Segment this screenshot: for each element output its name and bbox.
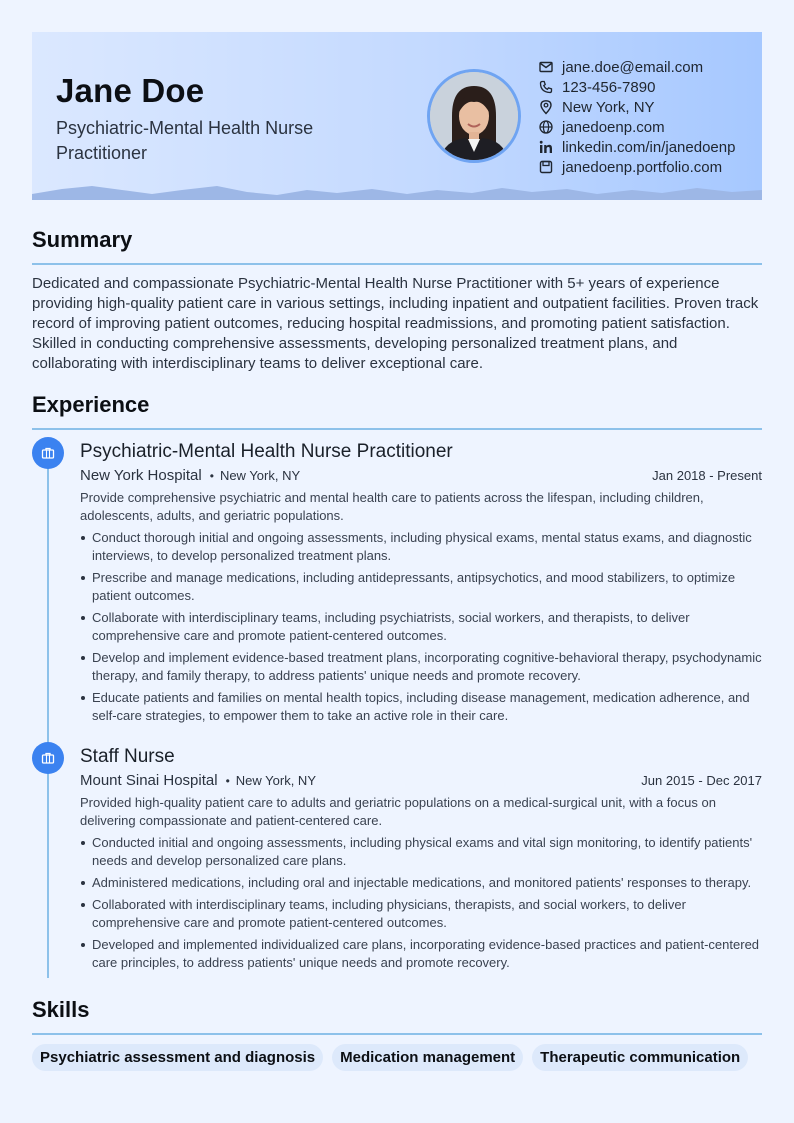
contact-phone[interactable]: 123-456-7890 [538,77,735,97]
skill-tag: Therapeutic communication [532,1044,748,1071]
skill-tag: Psychiatric assessment and diagnosis [32,1044,323,1071]
list-item: Collaborate with interdisciplinary teams, including psychiatrists, social workers, and therapists, to deliver comprehensive care and promote patient-centered outcomes. [80,609,762,645]
job-title: Staff Nurse [80,746,175,767]
list-item: Prescribe and manage medications, including antidepressants, antipsychotics, and mood stabilizers, to optimize patient outcomes. [80,569,762,605]
separator-dot: • [225,774,230,788]
profile-photo [427,69,521,163]
phone-icon [538,79,554,95]
job-bullets [80,834,762,972]
experience-heading: Experience [32,392,150,417]
job-title: Psychiatric-Mental Health Nurse Practitioner [80,441,453,462]
job-description: Provided high-quality patient care to adults and geriatric populations on a medical-surgical unit, with a focus on delivering compassionate and patient-centered care. [80,795,716,828]
job-dates: Jan 2018 - Present [652,468,762,483]
job-meta [80,772,762,792]
globe-icon [538,119,554,135]
candidate-name: Jane Doe [56,72,205,109]
employer: New York Hospital [80,467,202,484]
job-dates: Jun 2015 - Dec 2017 [641,773,762,788]
linkedin-icon [538,139,554,155]
separator-dot: • [209,469,214,483]
job-entry [80,441,762,729]
location-pin-icon [538,99,554,115]
summary-text: Dedicated and compassionate Psychiatric-Mental Health Nurse Practitioner with 5+ years of experience providing high-quality patient care in various settings, including inpatient and outpatient facilities. Proven track record of improving patient outcomes, reducing hospital readmissions, and promoting patient satisfaction. Skilled in conducting comprehensive assessments, developing personalized treatment plans, and collaborating with interdisciplinary teams to deliver exceptional care. [32,275,759,372]
avatar [430,72,518,160]
header-wave-decoration [32,184,762,200]
contact-linkedin[interactable]: linkedin.com/in/janedoenp [538,137,735,157]
contact-list [538,57,735,177]
employer: Mount Sinai Hospital [80,772,218,789]
list-item: Developed and implemented individualized care plans, incorporating evidence-based practices and patient-centered care principles, to address patients' unique needs and promote recovery. [80,936,762,972]
summary-heading: Summary [32,227,133,252]
list-item: Conducted initial and ongoing assessments, including physical exams and vital sign monitoring, to identify patients' needs and develop personalized care plans. [80,834,762,870]
list-item: Develop and implement evidence-based treatment plans, incorporating cognitive-behavioral therapy, psychodynamic therapy, and family therapy, to address patients' unique needs and promote recovery. [80,649,762,685]
portfolio-icon [538,159,554,175]
job-meta [80,467,762,487]
job-bullets [80,529,762,725]
skills-heading: Skills [32,997,90,1022]
briefcase-icon [32,437,64,469]
contact-website[interactable]: janedoenp.com [538,117,735,137]
list-item: Conduct thorough initial and ongoing assessments, including physical exams, mental status exams, and diagnostic interviews, to develop personalized treatment plans. [80,529,762,565]
mail-icon [538,59,554,75]
contact-email[interactable]: jane.doe@email.com [538,57,735,77]
skills-divider [32,1033,762,1035]
contact-portfolio[interactable]: janedoenp.portfolio.com [538,157,735,177]
skills-list [32,1044,748,1071]
header-banner [32,32,762,200]
contact-location: New York, NY [538,97,735,117]
list-item: Educate patients and families on mental health topics, including disease management, medication adherence, and self-care strategies, to empower them to take an active role in their care. [80,689,762,725]
experience-divider [32,428,762,430]
list-item: Collaborated with interdisciplinary teams, including physicians, therapists, and social workers, to deliver comprehensive care and promote patient-centered outcomes. [80,896,762,932]
job-location: New York, NY [235,773,316,788]
summary-divider [32,263,762,265]
job-entry [80,746,762,976]
job-description: Provide comprehensive psychiatric and mental health care to patients across the lifespan, including children, adolescents, adults, and geriatric populations. [80,490,704,523]
list-item: Administered medications, including oral and injectable medications, and monitored patients' responses to therapy. [80,874,762,892]
skill-tag: Medication management [332,1044,523,1071]
job-location: New York, NY [219,468,301,483]
candidate-title: Psychiatric-Mental Health Nurse Practitioner [56,118,314,163]
briefcase-icon [32,742,64,774]
timeline-line [47,456,49,978]
